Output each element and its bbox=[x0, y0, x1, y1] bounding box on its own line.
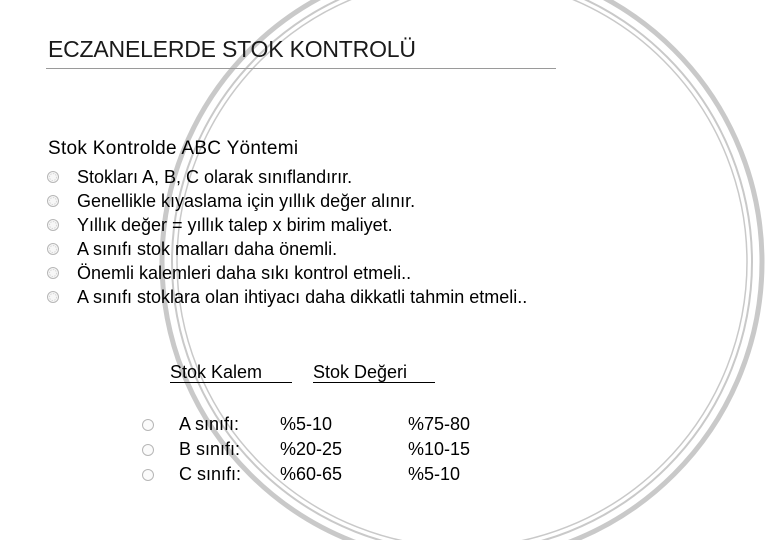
row-deger-value: %5-10 bbox=[408, 464, 461, 484]
row-kalem-value: %5-10 bbox=[280, 414, 333, 434]
bullet-icon bbox=[46, 290, 60, 304]
page-title: ECZANELERDE STOK KONTROLÜ bbox=[48, 36, 416, 62]
bullet-icon bbox=[46, 266, 60, 280]
bullet-icon bbox=[46, 218, 60, 232]
column-header-stok-kalem: Stok Kalem bbox=[170, 362, 263, 382]
row-deger-value: %10-15 bbox=[408, 439, 471, 459]
bullet-icon bbox=[46, 242, 60, 256]
row-deger-value: %75-80 bbox=[408, 414, 471, 434]
row-label: C sınıfı: bbox=[179, 464, 242, 484]
bullet-icon bbox=[46, 194, 60, 208]
row-kalem-value: %60-65 bbox=[280, 464, 343, 484]
bullet-text: A sınıfı stoklara olan ihtiyacı daha dikkatli tahmin etmeli.. bbox=[77, 287, 528, 307]
bullet-text: Stokları A, B, C olarak sınıflandırır. bbox=[77, 167, 353, 187]
list-item bbox=[46, 237, 527, 261]
bullet-icon bbox=[142, 444, 154, 456]
row-kalem-value: %20-25 bbox=[280, 439, 343, 459]
header-underline bbox=[313, 382, 435, 383]
bullet-icon bbox=[46, 170, 60, 184]
row-label: B sınıfı: bbox=[179, 439, 241, 459]
bullet-icon bbox=[142, 419, 154, 431]
row-label: A sınıfı: bbox=[179, 414, 240, 434]
bullet-icon bbox=[142, 469, 154, 481]
section-heading: Stok Kontrolde ABC Yöntemi bbox=[48, 138, 299, 159]
list-item bbox=[46, 285, 527, 309]
header-underline bbox=[170, 382, 292, 383]
list-item bbox=[46, 261, 527, 285]
bullet-text: Önemli kalemleri daha sıkı kontrol etmeli.. bbox=[77, 263, 412, 283]
list-item bbox=[46, 213, 527, 237]
bullet-text: Yıllık değer = yıllık talep x birim maliyet. bbox=[77, 215, 393, 235]
bullet-text: A sınıfı stok malları daha önemli. bbox=[77, 239, 338, 259]
list-item bbox=[46, 189, 527, 213]
title-divider bbox=[46, 68, 556, 69]
bullet-text: Genellikle kıyaslama için yıllık değer alınır. bbox=[77, 191, 416, 211]
column-header-stok-degeri: Stok Değeri bbox=[313, 362, 408, 382]
bullet-list bbox=[46, 165, 527, 309]
list-item bbox=[46, 165, 527, 189]
